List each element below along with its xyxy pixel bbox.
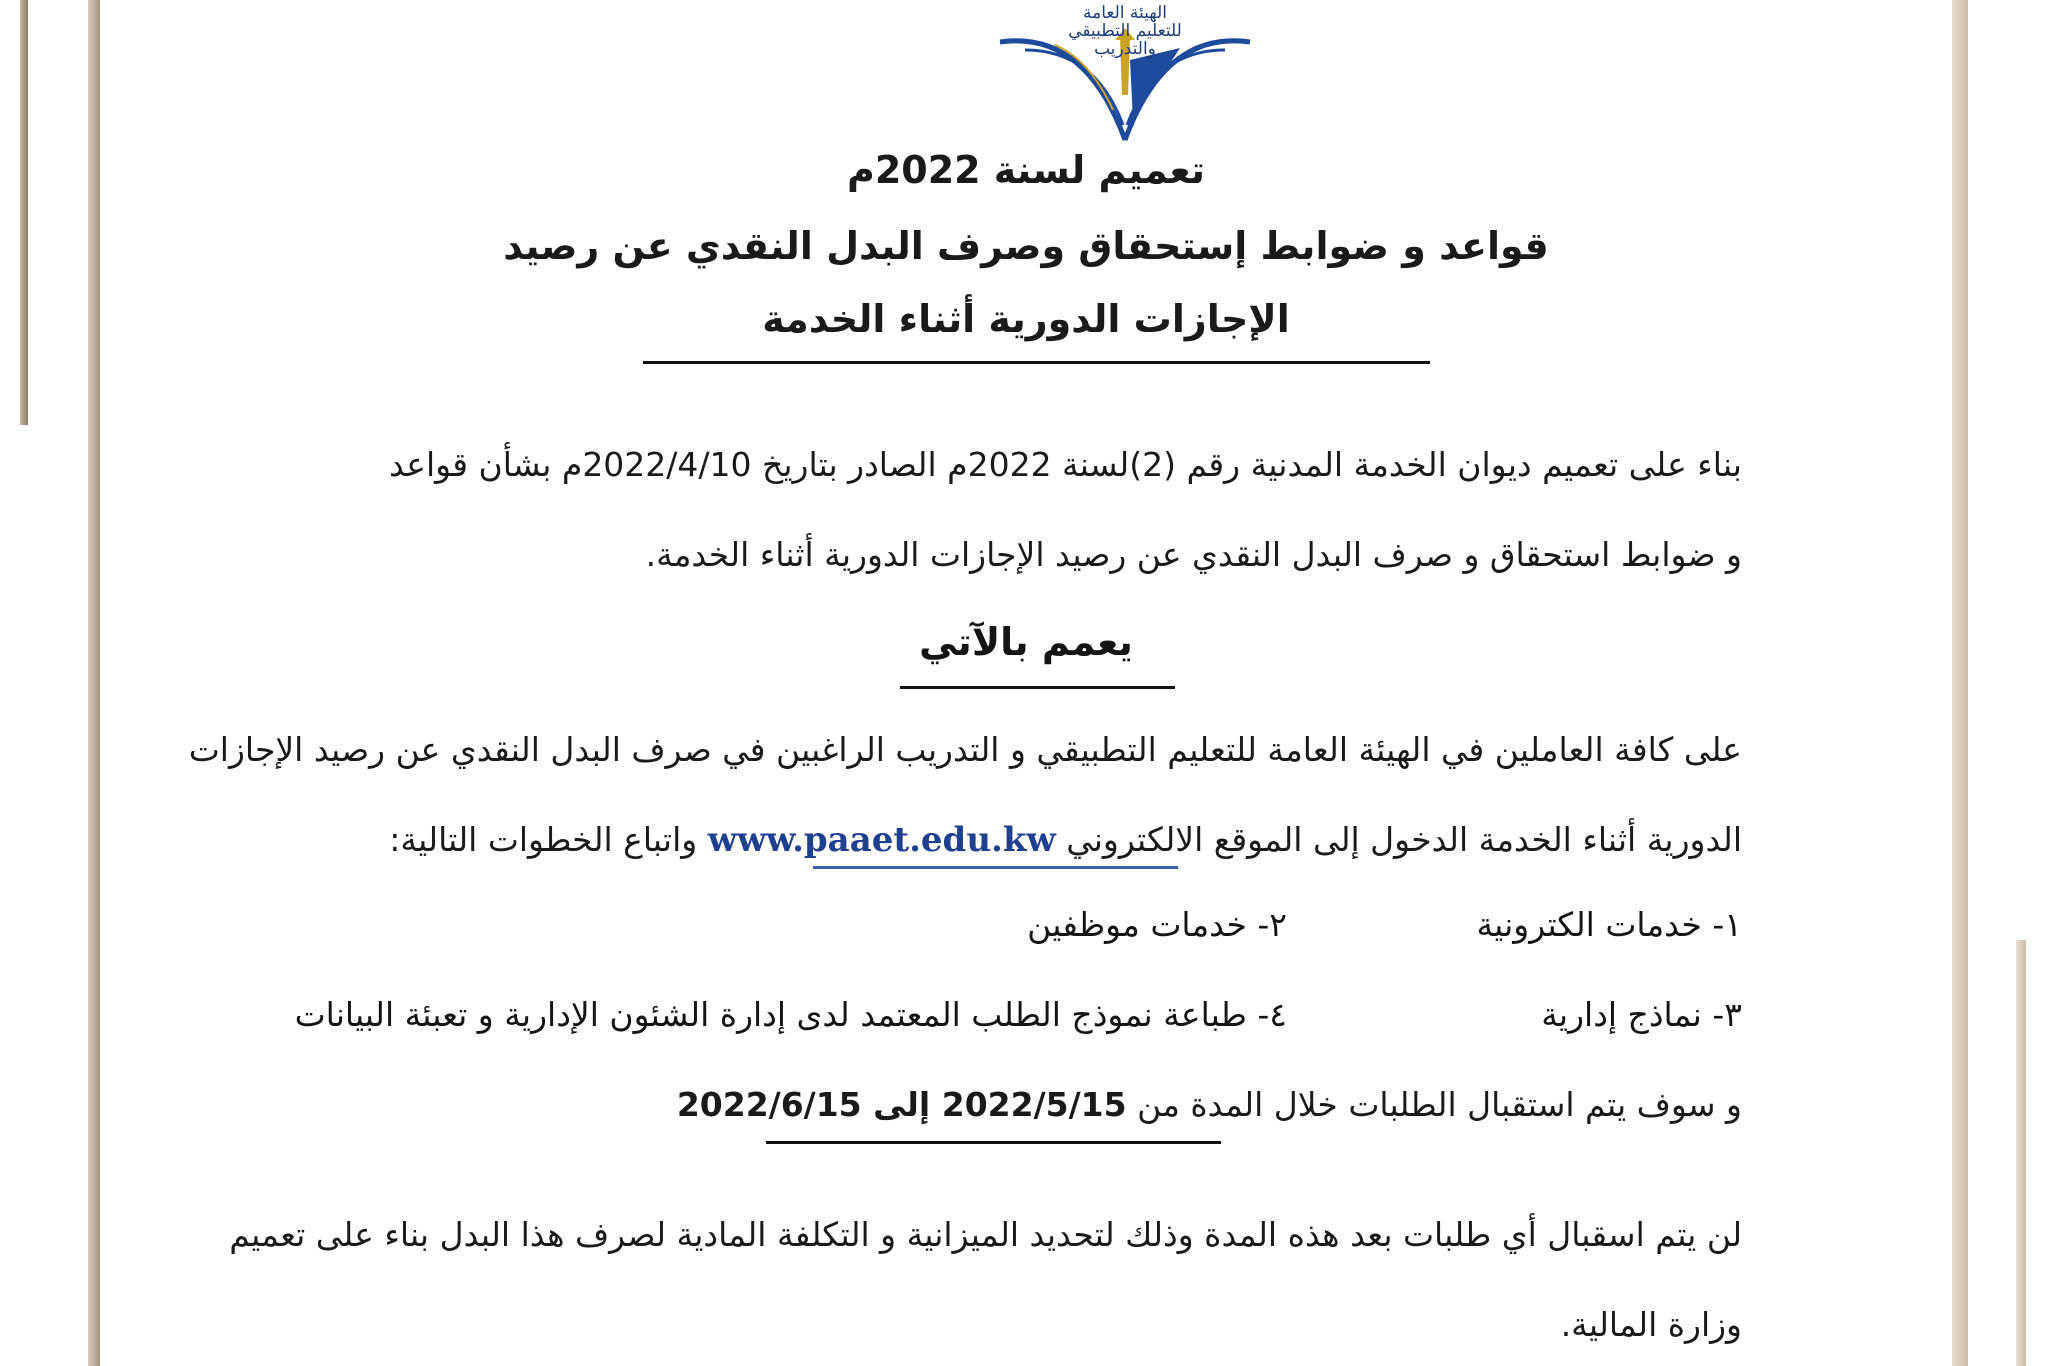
intro-line-1: بناء على تعميم ديوان الخدمة المدنية رقم (2)لسنة 2022م الصادر بتاريخ 2022/4/10م بشأن قواعد bbox=[388, 445, 1742, 484]
page-edge-left bbox=[88, 0, 100, 1366]
period-line bbox=[677, 1085, 1742, 1124]
closing-line-2: وزارة المالية. bbox=[1560, 1305, 1742, 1344]
period-dates-underline bbox=[766, 1141, 1221, 1144]
period-dates: 2022/5/15 إلى 2022/6/15 bbox=[676, 1085, 1127, 1124]
body-line-2 bbox=[389, 820, 1742, 860]
title-underline bbox=[643, 361, 1430, 364]
title-line-2: قواعد و ضوابط إستحقاق وصرف البدل النقدي عن رصيد bbox=[503, 224, 1549, 268]
page-edge-right bbox=[1952, 0, 1968, 1366]
website-link[interactable]: www.paaet.edu.kw bbox=[707, 820, 1056, 860]
logo-text bbox=[1050, 4, 1200, 58]
page-edge-left-shadow bbox=[20, 0, 28, 425]
heading-underline bbox=[900, 686, 1175, 689]
step-2: ٢- خدمات موظفين bbox=[1027, 905, 1287, 944]
step-4: ٤- طباعة نموذج الطلب المعتمد لدى إدارة الشئون الإدارية و تعبئة البيانات bbox=[294, 995, 1287, 1034]
intro-line-2: و ضوابط استحقاق و صرف البدل النقدي عن رصيد الإجازات الدورية أثناء الخدمة. bbox=[645, 535, 1742, 574]
document-page bbox=[100, 0, 1952, 1366]
website-link-underline bbox=[813, 866, 1178, 869]
organization-logo bbox=[995, 0, 1255, 145]
page-edge-right-shadow bbox=[2016, 940, 2026, 1366]
period-text: و سوف يتم استقبال الطلبات خلال المدة من bbox=[1137, 1085, 1742, 1124]
body-line-2-after: واتباع الخطوات التالية: bbox=[389, 820, 698, 859]
logo-org-line2: للتعليم التطبيقي والتدريب bbox=[1068, 21, 1182, 59]
body-line-1: على كافة العاملين في الهيئة العامة للتعليم التطبيقي و التدريب الراغبين في صرف البدل النقدي عن رصيد الإجازات bbox=[188, 730, 1742, 769]
section-heading: يعمم بالآتي bbox=[919, 620, 1133, 664]
step-3: ٣- نماذج إدارية bbox=[1541, 995, 1742, 1034]
step-1: ١- خدمات الكترونية bbox=[1476, 905, 1742, 944]
title-line-1: تعميم لسنة 2022م bbox=[846, 148, 1206, 192]
closing-line-1: لن يتم اسقبال أي طلبات بعد هذه المدة وذلك لتحديد الميزانية و التكلفة المادية لصرف هذا البدل بناء على تعميم bbox=[229, 1215, 1742, 1254]
logo-org-line1: الهيئة العامة bbox=[1082, 3, 1168, 23]
title-line-3: الإجازات الدورية أثناء الخدمة bbox=[762, 297, 1290, 341]
body-line-2-before: الدورية أثناء الخدمة الدخول إلى الموقع الالكتروني bbox=[1066, 820, 1742, 859]
